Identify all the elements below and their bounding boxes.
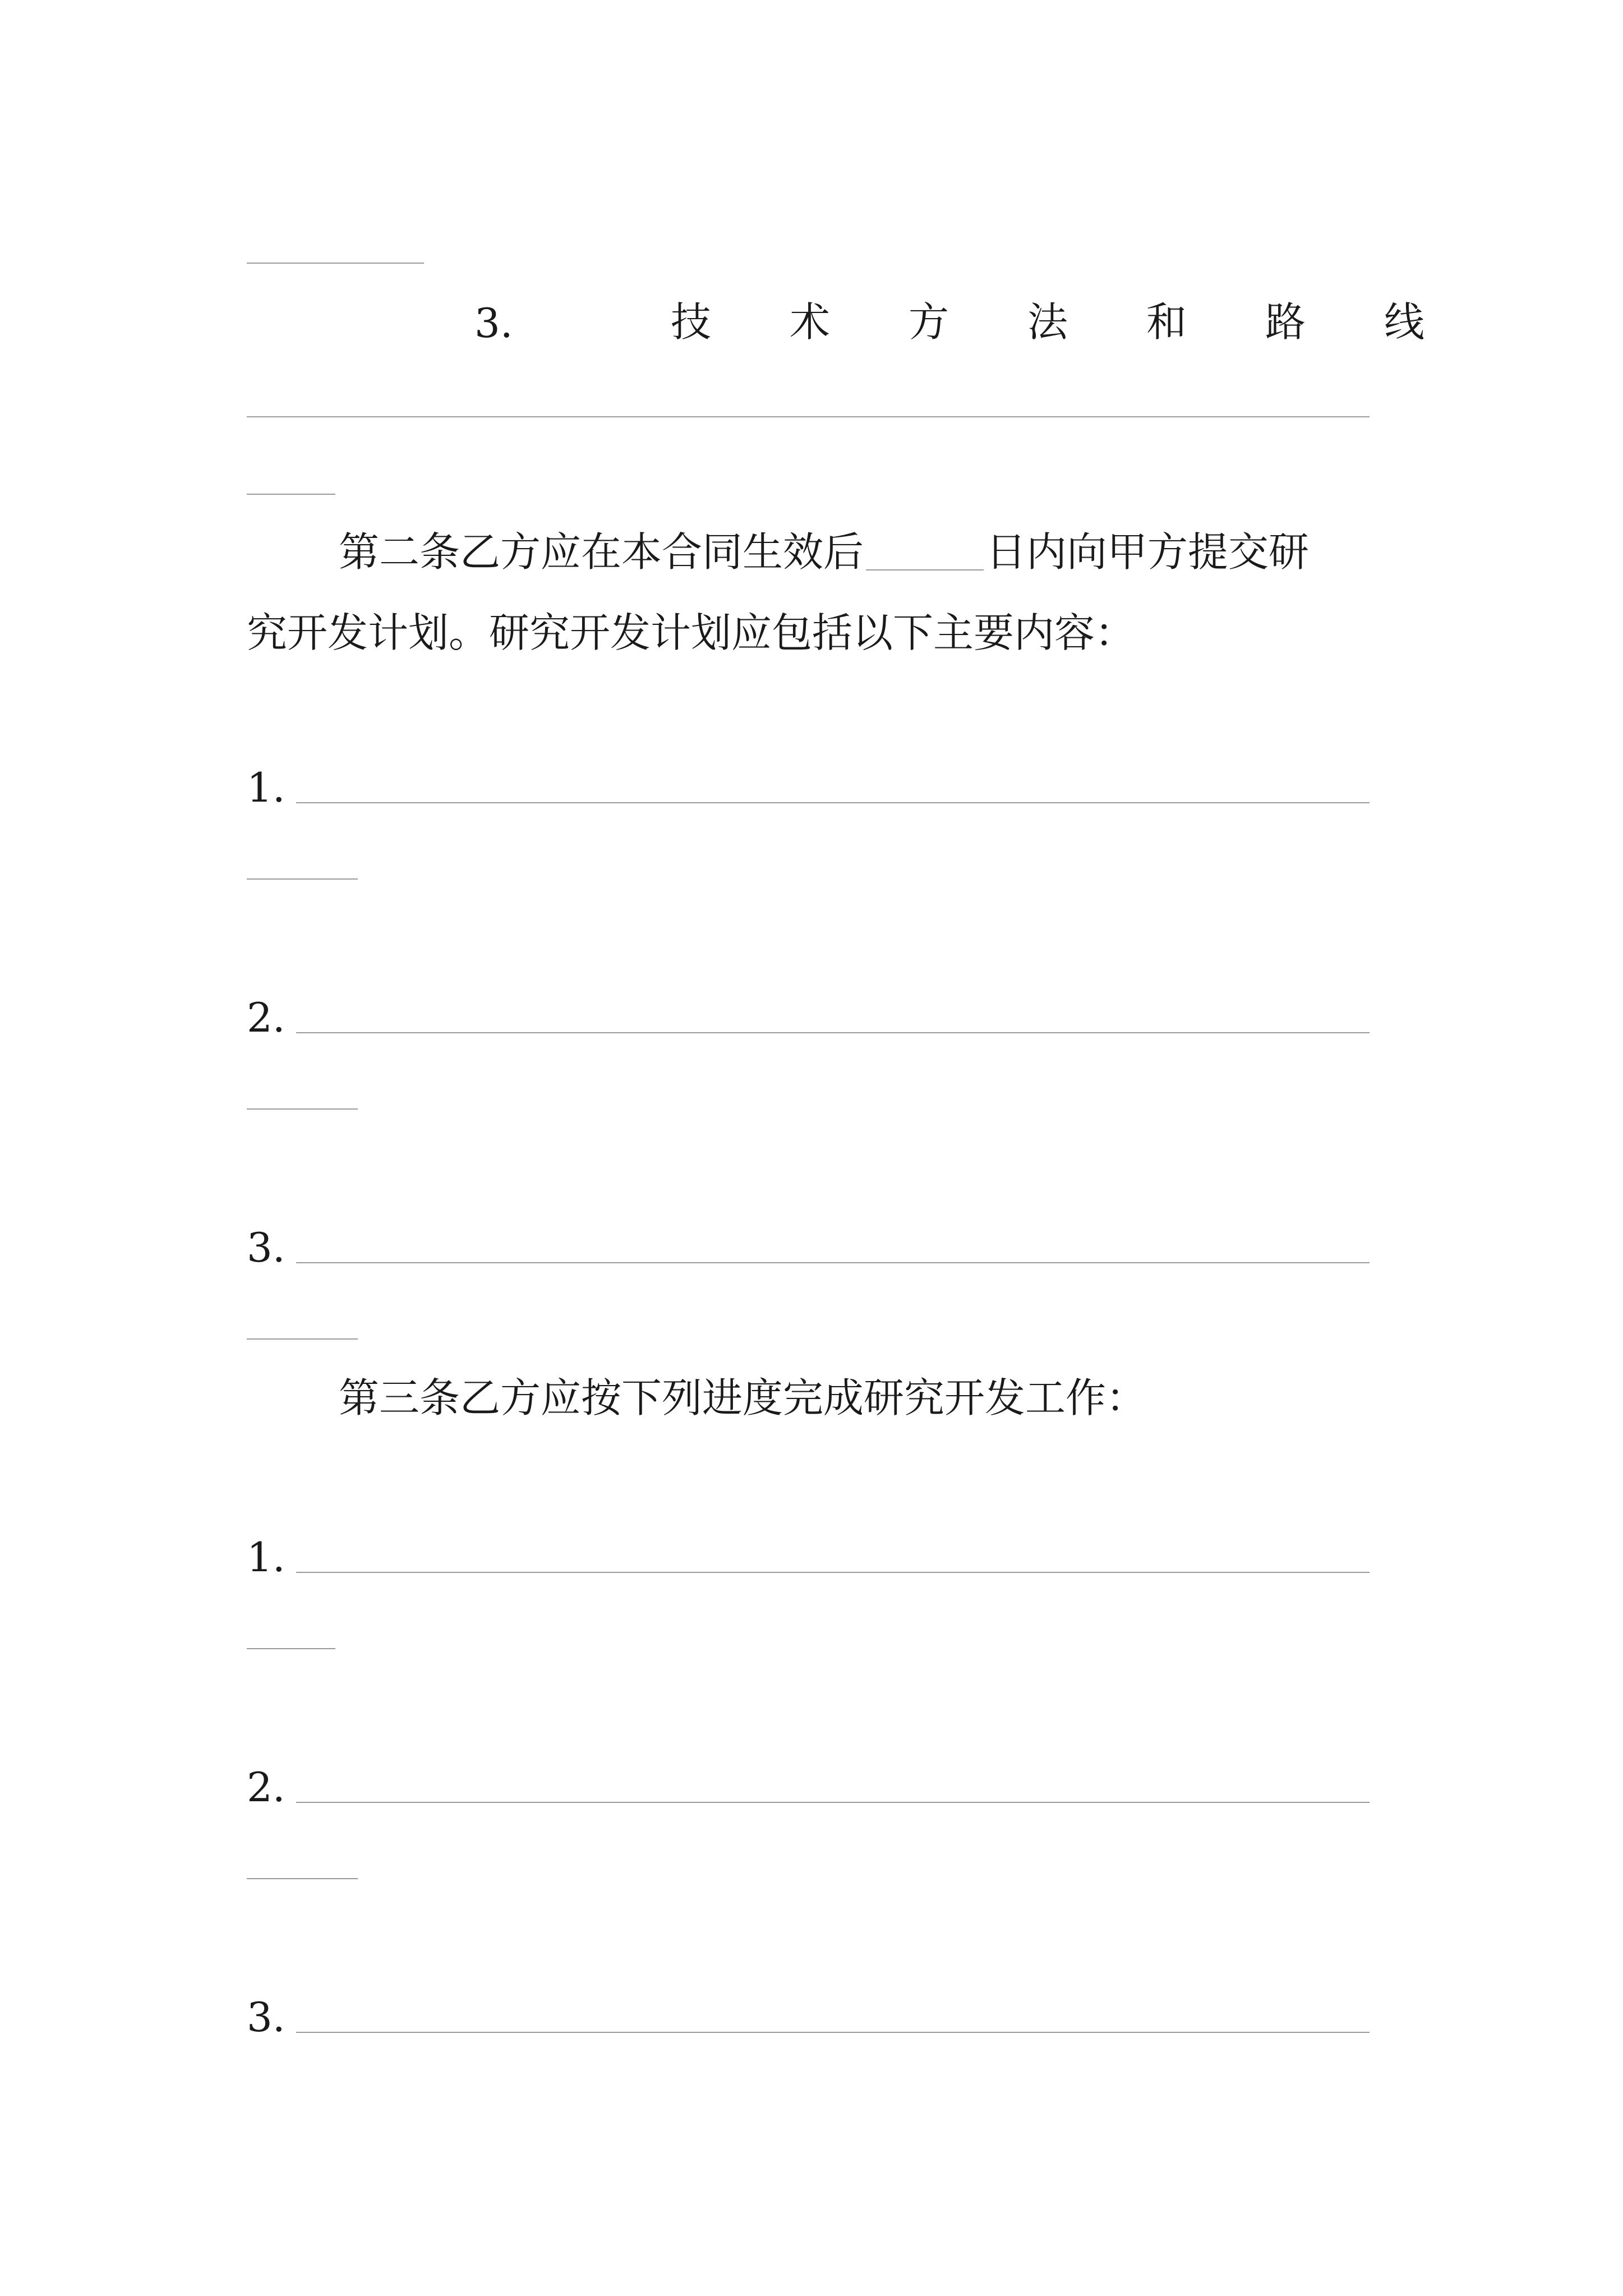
plan-item-underline (296, 802, 1370, 803)
plan-item-underline-tail (247, 1338, 358, 1340)
heading-char: 路 (1265, 298, 1306, 346)
continuation-underline (247, 263, 424, 264)
heading-char: 线 (1384, 298, 1425, 346)
article-2-line-2: 究开发计划。研究开发计划应包括以下主要内容： (247, 609, 1136, 656)
progress-item-underline-tail (247, 1648, 335, 1649)
article-2-prefix: 第二条乙方应在本合同生效后 (339, 528, 864, 576)
heading-char: 方 (909, 298, 949, 346)
plan-item-underline-tail (247, 878, 358, 880)
heading-char: 技 (671, 298, 712, 346)
fill-underline-tail (247, 494, 335, 495)
progress-item-underline (296, 1572, 1370, 1573)
plan-item-underline (296, 1262, 1370, 1263)
heading-char: 和 (1146, 298, 1187, 346)
days-blank (866, 569, 984, 570)
progress-item-number: 1. (247, 1534, 285, 1581)
heading-char: 法 (1027, 298, 1068, 346)
progress-item-underline-tail (247, 1878, 358, 1879)
article-2-line-1 (339, 528, 1310, 576)
fill-underline (247, 416, 1370, 417)
progress-item-underline (296, 1802, 1370, 1803)
article-2-suffix: 日内向甲方提交研 (986, 528, 1310, 576)
plan-item-number: 1. (247, 764, 285, 811)
plan-item-underline (296, 1032, 1370, 1033)
section-number: 3. (474, 300, 513, 347)
article-3: 第三条乙方应按下列进度完成研究开发工作： (339, 1374, 1147, 1421)
plan-item-number: 2. (247, 994, 285, 1041)
heading-char: 术 (790, 298, 831, 346)
progress-item-number: 3. (247, 1994, 285, 2041)
plan-item-number: 3. (247, 1224, 285, 1271)
plan-item-underline-tail (247, 1108, 358, 1110)
section-heading (671, 298, 1425, 346)
progress-item-underline (296, 2032, 1370, 2033)
progress-item-number: 2. (247, 1764, 285, 1811)
